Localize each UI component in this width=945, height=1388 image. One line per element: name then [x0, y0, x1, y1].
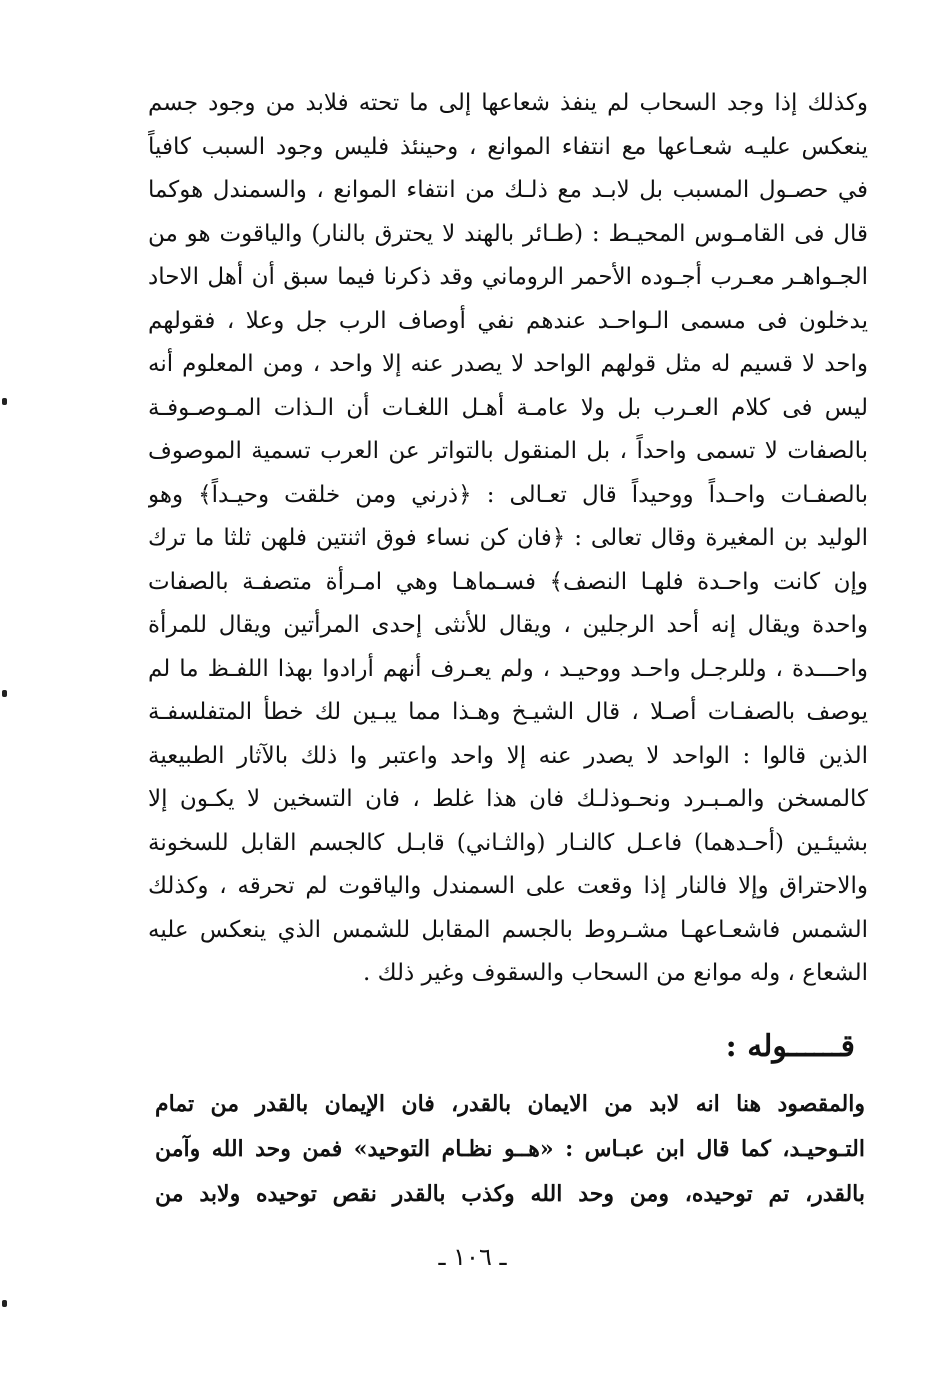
text-line: في حصـول المسبب بل لابـد مع ذلـك من انتفاء الموانع ، والسمندل هوكما	[148, 177, 868, 203]
text-line: الشمس فاشعـاعهـا مشـروط بالجسم المقابل للشمس الذي ينعكس عليه	[148, 916, 868, 943]
page-number: ـ ١٠٦ ـ	[438, 1243, 507, 1271]
section-heading: قــــــوله :	[725, 1029, 855, 1064]
text-line: وإن كانت واحـدة فلهـا النصف﴾ فسـماهـا وهي امـرأة متصفـة بالصفات	[148, 568, 868, 595]
margin-dot	[2, 690, 7, 697]
text-line: الذين قالوا : الواحد لا يصدر عنه إلا واحد واعتبر وا ذلك بالآثار الطبيعية	[148, 742, 868, 769]
text-line: يدخلون فى مسمى الـواحـد عندهم نفي أوصاف الرب جل وعلا ، فقولهم	[148, 307, 868, 334]
text-line: وكذلك إذا وجد السحاب لم ينفذ شعاعها إلى ما تحته فلابد من وجود جسم	[148, 90, 868, 116]
text-line: ليس فى كلام العـرب بل ولا عامـة أهـل اللغـات أن الـذات المـوصـوفـة	[148, 394, 868, 421]
text-line: بالصفات لا تسمى واحداً ، بل المنقول بالتواتر عن العرب تسمية الموصوف	[148, 438, 868, 464]
text-line: واحـــدة ، وللرجـل واحـد ووحيـد ، ولم يعـرف أنهم أرادوا بهذا اللفـظ ما لم	[148, 655, 868, 682]
text-line: والاحتراق وإلا فالنار إذا وقعت على السمندل والياقوت لم تحرقه ، وكذلك	[148, 873, 868, 899]
text-line: الشعاع ، وله موانع من السحاب والسقوف وغير ذلك .	[363, 960, 868, 986]
text-line: واحدة ويقال إنه أحد الرجلين ، ويقال للأنثى إحدى المرأتين ويقال للمرأة	[148, 612, 868, 638]
margin-dot	[2, 398, 7, 405]
body-paragraph	[148, 82, 868, 996]
text-line: بشيئـين (أحـدهما) فاعـل كالنـار (والثـاني) قابـل كالجسم القابل للسخونة	[148, 829, 868, 856]
text-line: الجـواهـر معـرب أجـوده الأحمر الروماني وقد ذكرنا فيما سبق أن أهل الاحاد	[148, 264, 868, 290]
bold-text-line: والمقصود هنا انه لابد من الايمان بالقدر، فان الإيمان بالقدر من تمام	[155, 1091, 865, 1117]
margin-dot	[2, 1300, 7, 1307]
text-line: ينعكس عليـه شعـاعها مع انتفاء الموانع ، وحينئذ فليس وجود السبب كافياً	[148, 133, 868, 160]
text-line: يوصف بالصفـات أصـلا ، قال الشيـخ وهـذا مما يبـين لك خطأ المتفلسفـة	[148, 699, 868, 725]
text-line: الوليد بن المغيرة وقال تعالى : ﴿فان كن نساء فوق اثنتين فلهن ثلثا ما ترك	[148, 525, 868, 551]
bold-paragraph	[155, 1082, 865, 1217]
bold-text-line: التـوحيـد، كما قال ابن عبـاس : «هــو نظـام التوحيد» فمن وحد الله وآمن	[155, 1136, 865, 1162]
bold-text-line: بالقدر، تم توحيده، ومن وحد الله وكذب بالقدر نقص توحيده ولابد من	[155, 1181, 865, 1207]
text-line: قال فى القامـوس المحيـط : (طـائر بالهند لا يحترق بالنار) والياقوت هو من	[148, 220, 868, 247]
text-line: بالصفـات واحـداً ووحيداً قال تعـالى : ﴿ذرني ومن خلقت وحيـداً﴾ وهو	[148, 481, 868, 508]
text-line: كالمسخن والمـبـرد ونحـوذلـك فان هذا غلط ، فان التسخين لا يكـون إلا	[148, 786, 868, 812]
text-line: واحد لا قسيم له مثل قولهم الواحد لا يصدر عنه إلا واحد ، ومن المعلوم أنه	[148, 351, 868, 377]
